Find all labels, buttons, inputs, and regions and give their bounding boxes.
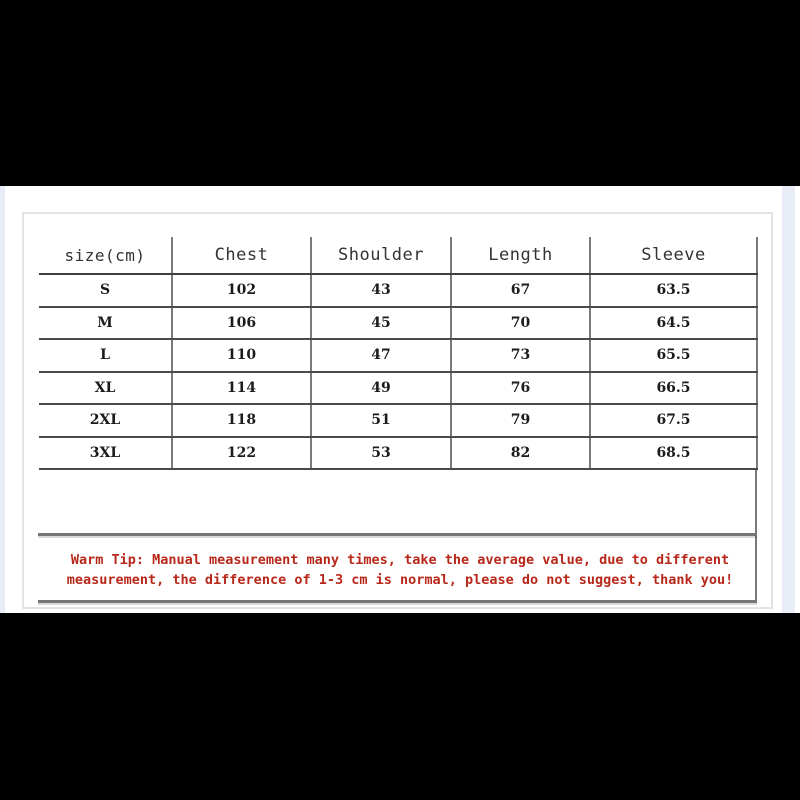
length-value: 82 bbox=[451, 437, 590, 470]
left-accent-strip bbox=[0, 186, 5, 613]
chest-value: 102 bbox=[172, 274, 311, 307]
shoulder-value: 45 bbox=[311, 307, 451, 340]
header-row bbox=[39, 237, 757, 274]
shoulder-value: 51 bbox=[311, 404, 451, 437]
column-header-length: Length bbox=[451, 237, 590, 274]
right-accent-strip bbox=[782, 186, 795, 613]
size-label: 3XL bbox=[39, 437, 172, 470]
letterbox-top bbox=[0, 0, 800, 186]
length-value: 70 bbox=[451, 307, 590, 340]
chest-value: 110 bbox=[172, 339, 311, 372]
length-value: 76 bbox=[451, 372, 590, 405]
warm-tip-line2: measurement, the difference of 1-3 cm is normal, please do not suggest, thank you! bbox=[66, 571, 734, 588]
size-label: 2XL bbox=[39, 404, 172, 437]
letterbox-bottom bbox=[0, 613, 800, 800]
sleeve-value: 67.5 bbox=[590, 404, 757, 437]
size-label: S bbox=[39, 274, 172, 307]
table-row-2xl bbox=[39, 404, 757, 437]
column-header-size: size(cm) bbox=[39, 237, 172, 274]
table-row-m bbox=[39, 307, 757, 340]
chest-value: 118 bbox=[172, 404, 311, 437]
sleeve-value: 66.5 bbox=[590, 372, 757, 405]
shoulder-value: 49 bbox=[311, 372, 451, 405]
size-label: L bbox=[39, 339, 172, 372]
shoulder-value: 53 bbox=[311, 437, 451, 470]
length-value: 67 bbox=[451, 274, 590, 307]
column-header-chest: Chest bbox=[172, 237, 311, 274]
table-row-3xl bbox=[39, 437, 757, 470]
chest-value: 106 bbox=[172, 307, 311, 340]
length-value: 73 bbox=[451, 339, 590, 372]
column-header-sleeve: Sleeve bbox=[590, 237, 757, 274]
sleeve-value: 64.5 bbox=[590, 307, 757, 340]
chest-value: 122 bbox=[172, 437, 311, 470]
shoulder-value: 47 bbox=[311, 339, 451, 372]
warm-tip-line1: Warm Tip: Manual measurement many times, take the average value, due to different bbox=[70, 552, 730, 568]
size-label: M bbox=[39, 307, 172, 340]
sleeve-value: 68.5 bbox=[590, 437, 757, 470]
chest-value: 114 bbox=[172, 372, 311, 405]
size-table bbox=[39, 237, 758, 470]
size-label: XL bbox=[39, 372, 172, 405]
sleeve-value: 63.5 bbox=[590, 274, 757, 307]
divider-line-top bbox=[38, 533, 757, 536]
divider-line-bottom bbox=[38, 600, 757, 603]
length-value: 79 bbox=[451, 404, 590, 437]
table-row-xl bbox=[39, 372, 757, 405]
column-header-shoulder: Shoulder bbox=[311, 237, 451, 274]
table-row-l bbox=[39, 339, 757, 372]
sleeve-value: 65.5 bbox=[590, 339, 757, 372]
shoulder-value: 43 bbox=[311, 274, 451, 307]
warm-tip-note bbox=[30, 551, 770, 590]
table-row-s bbox=[39, 274, 757, 307]
